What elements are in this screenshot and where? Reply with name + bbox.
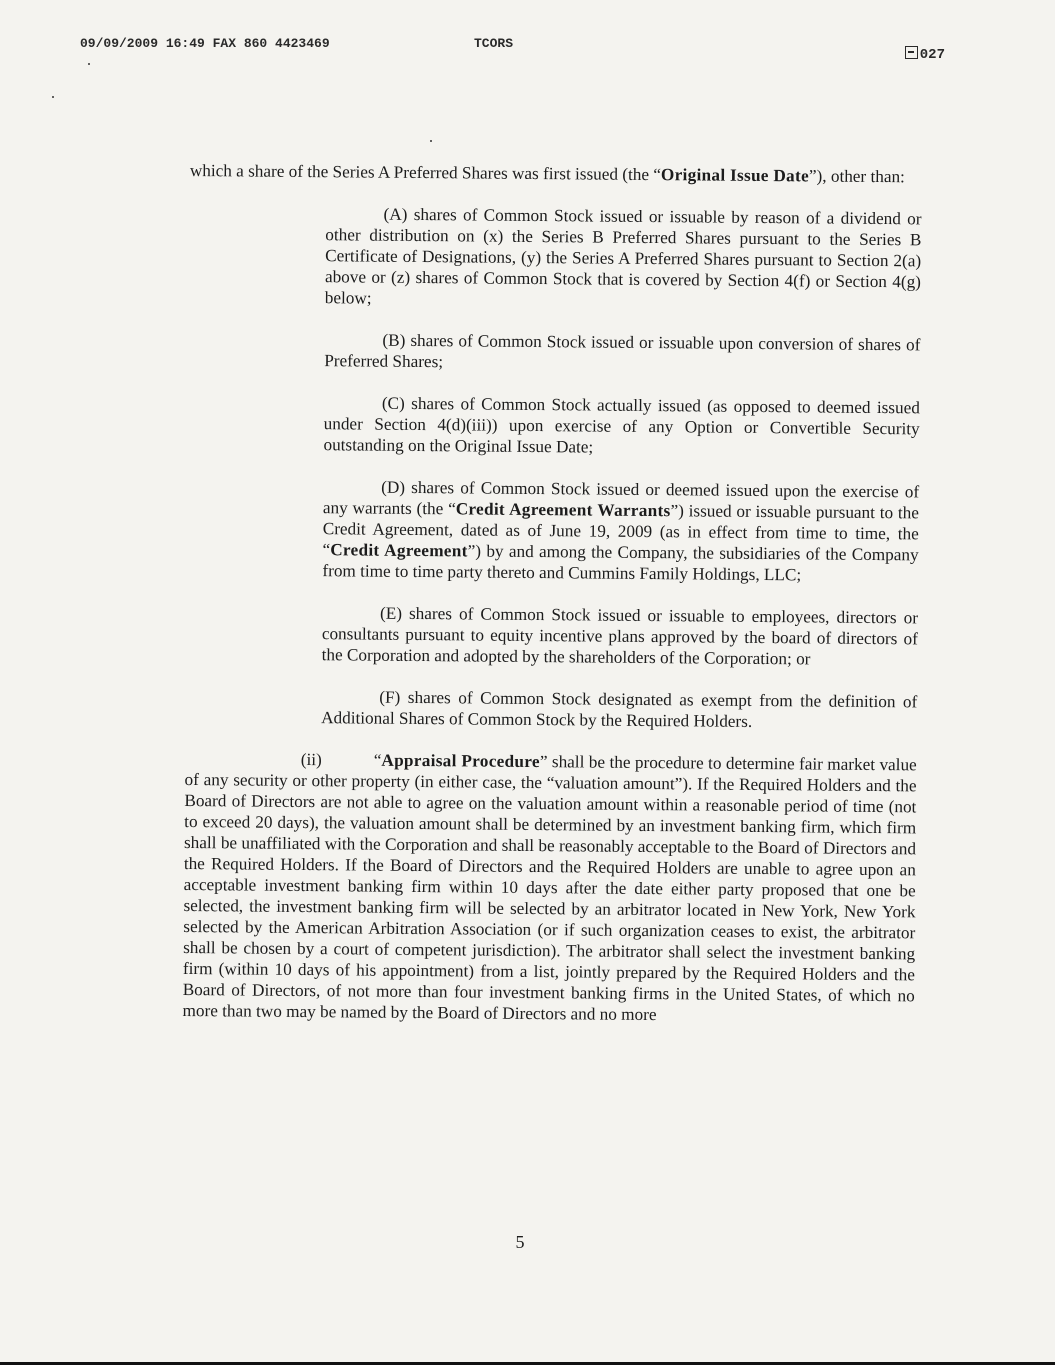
defined-term-credit-agreement-warrants: Credit Agreement Warrants [455,499,671,521]
clause-text: ”) by and among the Company, the subsidiaries of the Company from time to time party thereto and Cummins Family Holdings, LLC; [322,541,919,585]
clause-label: (B) [382,330,406,350]
clause-e [322,602,919,670]
clause-label: (E) [379,603,403,623]
clause-text: shares of Common Stock issued or issuable upon conversion of shares of Preferred Shares; [324,330,921,372]
quote-open: “ [373,750,382,770]
clause-d [322,476,919,586]
section-label-ii: (ii) [300,749,322,770]
intro-lead: which a share of the Series A Preferred Shares was first issued (the “ [189,160,662,185]
page-number: 5 [515,1232,525,1252]
defined-term-credit-agreement: Credit Agreement [330,540,468,561]
document-body [182,160,921,1027]
clause-label: (A) [383,204,408,224]
fax-transmission-line: 09/09/2009 16:49 FAX 860 4423469 [80,36,330,51]
fax-page-icon [905,46,918,59]
defined-term-appraisal-procedure: Appraisal Procedure [381,750,540,772]
fax-page-number: 027 [919,47,945,63]
clause-f [321,686,917,733]
defined-term-original-issue-date: Original Issue Date [660,165,810,186]
clause-text: shares of Common Stock issued or issuable to employees, directors or consultants pursuant to equity incentive plans approved by the board of directors of the Corporation and adopted by the shareholders of the Corporation; or [321,603,919,669]
intro-paragraph [190,160,922,187]
clause-label: (D) [381,477,406,497]
appraisal-text: ” shall be the procedure to determine fair market value of any security or other property (in either case, the “valuation amount”). If the Required Holders and the Board of Directors are not able to agree on the valuation amount within a reasonable period of time (not to exceed 20 days), the valuation amount shall be determined by an investment banking firm, which firm shall be unaffiliated with the Corporation and shall be reasonably acceptable to the Board of Directors and the Required Holders. If the Board of Directors and the Required Holders are unable to agree upon an acceptable investment banking firm within 10 days after the date either party proposed that one be selected, the investment banking firm will be selected by an arbitrator located in New York, New York selected by the American Arbitration Association (or if such organization ceases to exist, the arbitrator shall be chosen by a court of competent jurisdiction). The arbitrator shall select the investment banking firm (within 10 days of his appointment) from a list, jointly prepared by the Required Holders and the Board of Directors, of not more than four investment banking firms in the United States, of which no more than two may be named by the Board of Directors and no more [182,752,917,1025]
fax-page-ref [905,46,945,63]
clause-text: ”) issued or issuable pursuant to the Credit Agreement, dated as of June 19, 2009 (as in effect from time to time, the “ [322,501,920,560]
intro-tail: ”), other than: [808,166,905,187]
clause-text: shares of Common Stock issued or issuable by reason of a dividend or other distribution on (x) the Series B Preferred Shares pursuant to the Series B Certificate of Designations, (y) the Series A Preferred Shares pursuant to Section 2(a) above or (z) shares of Common Stock that is covered by Section 4(f) or Section 4(g) below; [324,204,922,308]
appraisal-procedure-paragraph [182,748,916,1027]
scan-speck [88,63,90,65]
clause-text: shares of Common Stock issued or deemed issued upon the exercise of any warrants (the “ [322,477,920,519]
clause-c [323,392,920,460]
fax-sender: TCORS [474,36,514,51]
clause-a [325,203,922,313]
scan-speck [430,140,432,142]
clause-b [324,329,920,376]
clause-text: shares of Common Stock designated as exempt from the definition of Additional Shares of Common Stock by the Required Holders. [321,687,918,731]
scan-speck [52,96,54,98]
clause-text: shares of Common Stock actually issued (as opposed to deemed issued under Section 4(d)(iii)) upon exercise of any Option or Convertible Security outstanding on the Original Issue Date; [323,393,920,457]
clause-label: (F) [379,687,401,707]
clause-label: (C) [381,393,405,413]
